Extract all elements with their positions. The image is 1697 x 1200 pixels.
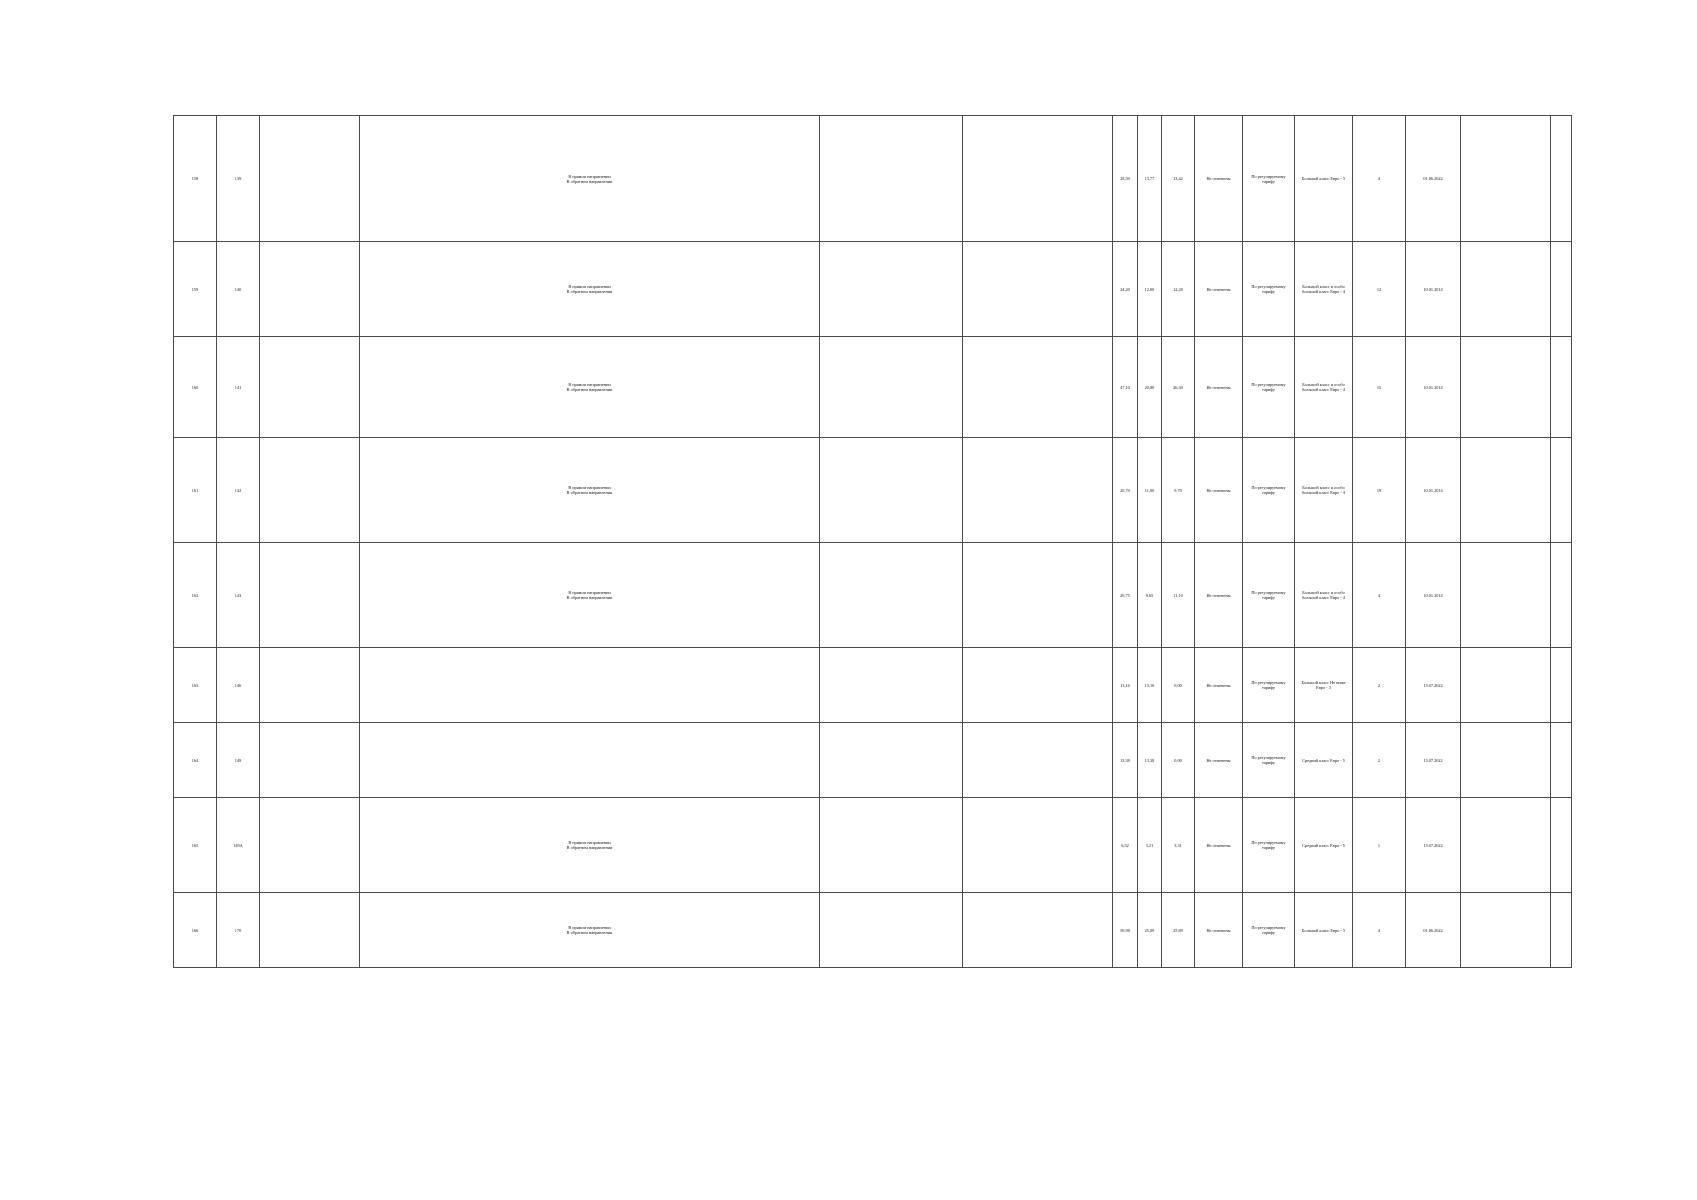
stops-status: Не отменены	[1195, 893, 1243, 968]
route-name	[260, 893, 360, 968]
forward-direction-heading: В прямом направлении	[568, 382, 611, 387]
empty-cell	[1551, 543, 1572, 648]
route-name	[260, 242, 360, 337]
start-date: 13.07.2022	[1406, 798, 1461, 893]
forward-direction-heading: В прямом направлении	[568, 284, 611, 289]
vehicle-count: 4	[1353, 543, 1406, 648]
empty-cell	[1551, 648, 1572, 723]
route-length-backward: 3,31	[1162, 798, 1195, 893]
route-length-forward: 11,00	[1138, 438, 1162, 543]
vehicle-count: 4	[1353, 893, 1406, 968]
route-name	[260, 337, 360, 438]
streets-backward	[963, 723, 1113, 798]
streets-backward	[963, 337, 1113, 438]
carrier-info	[1461, 337, 1551, 438]
start-date: 01.06.2022	[1406, 893, 1461, 968]
empty-cell	[1551, 242, 1572, 337]
empty-cell	[1551, 893, 1572, 968]
route-length-forward: 13,77	[1138, 116, 1162, 242]
vehicle-class: Большой класс и особо большой класс Евро - 4	[1295, 242, 1353, 337]
row-number: 164	[174, 723, 217, 798]
backward-direction-heading: В обратном направлении	[566, 490, 613, 495]
streets-backward	[963, 242, 1113, 337]
streets-backward	[963, 648, 1113, 723]
streets-forward	[820, 242, 963, 337]
route-length-total: 50,98	[1113, 893, 1138, 968]
route-length-forward: 12,00	[1138, 242, 1162, 337]
streets-forward	[820, 116, 963, 242]
carrier-info	[1461, 648, 1551, 723]
route-register-sheet	[173, 115, 1572, 968]
route-length-forward: 13,38	[1138, 723, 1162, 798]
route-name	[260, 723, 360, 798]
route-length-total: 13,38	[1113, 723, 1138, 798]
route-name	[260, 543, 360, 648]
route-row	[174, 543, 1572, 648]
start-date: 01.06.2022	[1406, 116, 1461, 242]
route-name	[260, 798, 360, 893]
route-length-forward: 25,09	[1138, 893, 1162, 968]
streets-forward	[820, 648, 963, 723]
route-row	[174, 798, 1572, 893]
route-path	[360, 723, 820, 798]
carrier-info	[1461, 543, 1551, 648]
route-length-forward: 20,80	[1138, 337, 1162, 438]
streets-backward	[963, 438, 1113, 543]
route-name	[260, 648, 360, 723]
route-path	[360, 242, 820, 337]
empty-cell	[1551, 438, 1572, 543]
vehicle-class: Большой класс и особо большой класс Евро - 4	[1295, 543, 1353, 648]
backward-direction-heading: В обратном направлении	[566, 595, 613, 600]
route-row	[174, 438, 1572, 543]
route-length-total: 13,16	[1113, 648, 1138, 723]
empty-cell	[1551, 723, 1572, 798]
tariff-type: По регулируемому тарифу	[1243, 116, 1295, 242]
start-date: 10.01.2014	[1406, 543, 1461, 648]
route-length-backward: 0,00	[1162, 648, 1195, 723]
route-number: 139	[217, 116, 260, 242]
tariff-type: По регулируемому тарифу	[1243, 543, 1295, 648]
forward-direction-heading: В прямом направлении	[568, 590, 611, 595]
route-row	[174, 723, 1572, 798]
route-path	[360, 543, 820, 648]
route-length-total: 28,50	[1113, 116, 1138, 242]
route-path	[360, 648, 820, 723]
vehicle-class: Средний класс Евро - 5	[1295, 723, 1353, 798]
route-row	[174, 242, 1572, 337]
backward-direction-heading: В обратном направлении	[566, 178, 613, 184]
vehicle-count: 15	[1353, 337, 1406, 438]
vehicle-count: 2	[1353, 648, 1406, 723]
row-number: 158	[174, 116, 217, 242]
carrier-info	[1461, 798, 1551, 893]
backward-direction-heading: В обратном направлении	[566, 845, 613, 850]
vehicle-count: 12	[1353, 242, 1406, 337]
tariff-type: По регулируемому тарифу	[1243, 438, 1295, 543]
vehicle-count: 19	[1353, 438, 1406, 543]
stops-status: Не отменены	[1195, 337, 1243, 438]
row-number: 162	[174, 543, 217, 648]
route-length-backward: 9,70	[1162, 438, 1195, 543]
route-name	[260, 438, 360, 543]
empty-cell	[1551, 337, 1572, 438]
start-date: 10.01.2014	[1406, 438, 1461, 543]
route-length-total: 20,75	[1113, 543, 1138, 648]
start-date: 13.07.2022	[1406, 723, 1461, 798]
stops-status: Не отменены	[1195, 242, 1243, 337]
vehicle-count: 2	[1353, 723, 1406, 798]
route-path	[360, 337, 820, 438]
route-number: 143	[217, 543, 260, 648]
stops-status: Не отменены	[1195, 648, 1243, 723]
start-date: 13.07.2022	[1406, 648, 1461, 723]
vehicle-class: Большой класс Евро - 5	[1295, 116, 1353, 242]
stops-status: Не отменены	[1195, 798, 1243, 893]
route-length-backward: 12,20	[1162, 242, 1195, 337]
streets-backward	[963, 543, 1113, 648]
backward-direction-heading: В обратном направлении	[566, 387, 613, 392]
tariff-type: По регулируемому тарифу	[1243, 893, 1295, 968]
route-number: 142	[217, 438, 260, 543]
route-row	[174, 337, 1572, 438]
carrier-info	[1461, 438, 1551, 543]
route-number: 149	[217, 723, 260, 798]
start-date: 10.01.2014	[1406, 337, 1461, 438]
route-name	[260, 116, 360, 242]
route-row	[174, 648, 1572, 723]
route-length-forward: 13,16	[1138, 648, 1162, 723]
route-length-backward: 13,42	[1162, 116, 1195, 242]
tariff-type: По регулируемому тарифу	[1243, 648, 1295, 723]
tariff-type: По регулируемому тарифу	[1243, 723, 1295, 798]
route-length-forward: 3,21	[1138, 798, 1162, 893]
route-path	[360, 798, 820, 893]
route-length-forward: 9,65	[1138, 543, 1162, 648]
backward-direction-heading: В обратном направлении	[566, 930, 613, 935]
streets-forward	[820, 723, 963, 798]
route-path	[360, 116, 820, 242]
route-length-total: 47,10	[1113, 337, 1138, 438]
route-length-backward: 26,30	[1162, 337, 1195, 438]
start-date: 10.01.2014	[1406, 242, 1461, 337]
forward-direction-heading: В прямом направлении	[568, 173, 611, 179]
tariff-type: По регулируемому тарифу	[1243, 242, 1295, 337]
streets-forward	[820, 337, 963, 438]
forward-direction-heading: В прямом направлении	[568, 925, 611, 930]
row-number: 161	[174, 438, 217, 543]
route-register-table	[173, 115, 1572, 968]
streets-backward	[963, 893, 1113, 968]
route-path	[360, 438, 820, 543]
row-number: 166	[174, 893, 217, 968]
empty-cell	[1551, 798, 1572, 893]
streets-forward	[820, 438, 963, 543]
route-length-backward: 11,10	[1162, 543, 1195, 648]
streets-backward	[963, 116, 1113, 242]
vehicle-class: Средний класс Евро - 5	[1295, 798, 1353, 893]
vehicle-class: Большой класс Не ниже Евро - 3	[1295, 648, 1353, 723]
route-row	[174, 893, 1572, 968]
carrier-info	[1461, 116, 1551, 242]
streets-forward	[820, 543, 963, 648]
empty-cell	[1551, 116, 1572, 242]
vehicle-count: 1	[1353, 798, 1406, 893]
route-length-backward: 25,89	[1162, 893, 1195, 968]
carrier-info	[1461, 893, 1551, 968]
row-number: 165	[174, 798, 217, 893]
route-length-total: 24,20	[1113, 242, 1138, 337]
route-length-backward: 0,00	[1162, 723, 1195, 798]
forward-direction-heading: В прямом направлении	[568, 485, 611, 490]
carrier-info	[1461, 723, 1551, 798]
row-number: 159	[174, 242, 217, 337]
vehicle-class: Большой класс Евро - 5	[1295, 893, 1353, 968]
route-path	[360, 893, 820, 968]
route-number: 140	[217, 242, 260, 337]
vehicle-class: Большой класс и особо большой класс Евро - 4	[1295, 438, 1353, 543]
forward-direction-heading: В прямом направлении	[568, 840, 611, 845]
route-number: 149А	[217, 798, 260, 893]
vehicle-class: Большой класс и особо большой класс Евро - 4	[1295, 337, 1353, 438]
stops-status: Не отменены	[1195, 438, 1243, 543]
route-number: 141	[217, 337, 260, 438]
tariff-type: По регулируемому тарифу	[1243, 798, 1295, 893]
tariff-type: По регулируемому тарифу	[1243, 337, 1295, 438]
row-number: 163	[174, 648, 217, 723]
streets-backward	[963, 798, 1113, 893]
vehicle-count: 4	[1353, 116, 1406, 242]
row-number: 160	[174, 337, 217, 438]
route-number: 170	[217, 893, 260, 968]
route-number: 146	[217, 648, 260, 723]
stops-status: Не отменены	[1195, 723, 1243, 798]
stops-status: Не отменены	[1195, 116, 1243, 242]
route-length-total: 6,52	[1113, 798, 1138, 893]
carrier-info	[1461, 242, 1551, 337]
route-length-total: 20,70	[1113, 438, 1138, 543]
route-row	[174, 116, 1572, 242]
stops-status: Не отменены	[1195, 543, 1243, 648]
streets-forward	[820, 893, 963, 968]
route-rows	[174, 116, 1572, 968]
backward-direction-heading: В обратном направлении	[566, 289, 613, 294]
streets-forward	[820, 798, 963, 893]
